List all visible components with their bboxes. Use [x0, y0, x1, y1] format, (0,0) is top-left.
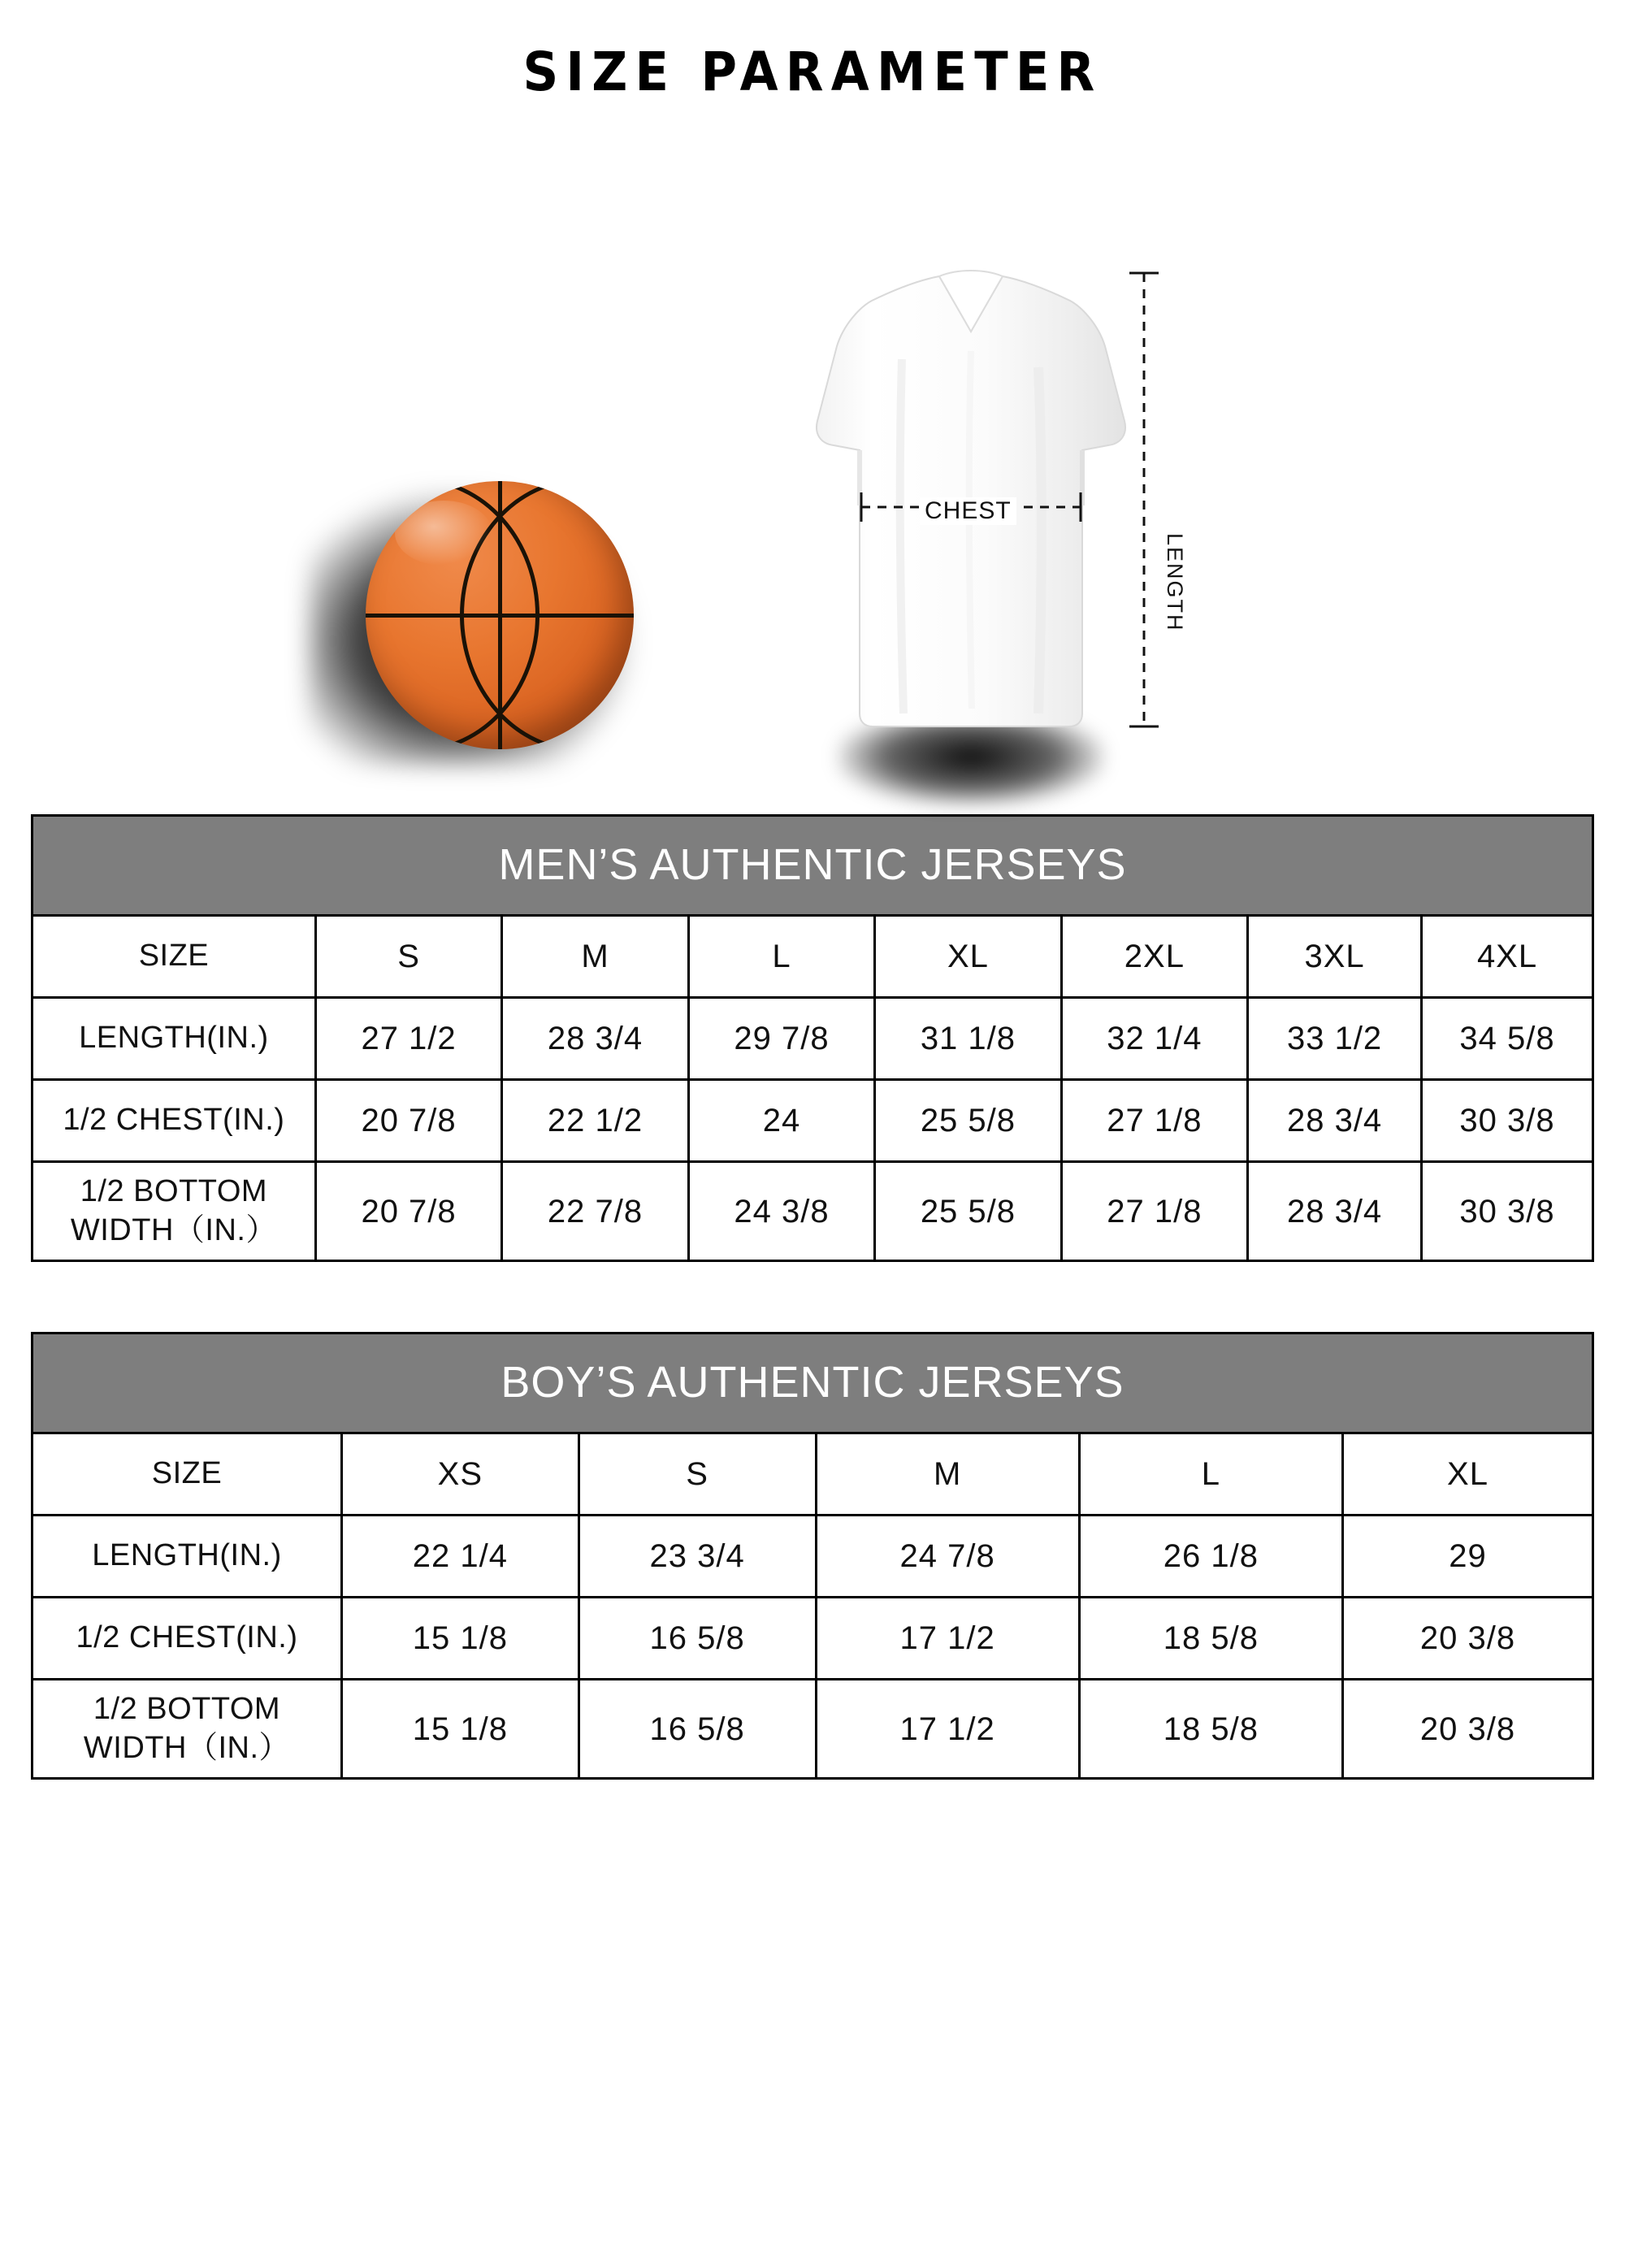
cell-length-l: 29 7/8	[688, 998, 874, 1080]
boys-table-header: BOY’S AUTHENTIC JERSEYS	[31, 1332, 1594, 1432]
column-header-xl: XL	[1342, 1433, 1592, 1516]
cell-bottom-4xl: 30 3/8	[1422, 1162, 1593, 1261]
cell-chest-xl: 20 3/8	[1342, 1598, 1592, 1680]
cell-length-l: 26 1/8	[1079, 1516, 1342, 1598]
jersey-illustration	[780, 262, 1187, 847]
column-header-4xl: 4XL	[1422, 916, 1593, 998]
boys-size-table-block	[31, 1332, 1594, 1780]
cell-bottom-xl: 25 5/8	[875, 1162, 1061, 1261]
cell-chest-m: 22 1/2	[502, 1080, 688, 1162]
cell-bottom-xs: 15 1/8	[341, 1680, 578, 1779]
column-header-3xl: 3XL	[1248, 916, 1422, 998]
row-label-half-chest: 1/2 CHEST(IN.)	[32, 1598, 342, 1680]
row-label-line2: WIDTH（IN.）	[70, 1212, 277, 1247]
column-header-s: S	[315, 916, 501, 998]
page-title: SIZE PARAMETER	[522, 41, 1103, 103]
jersey-icon	[780, 262, 1162, 847]
column-header-m: M	[502, 916, 688, 998]
row-label-half-chest: 1/2 CHEST(IN.)	[32, 1080, 316, 1162]
row-label-line2: WIDTH（IN.）	[83, 1730, 291, 1765]
basketball-icon	[366, 481, 634, 749]
column-header-l: L	[688, 916, 874, 998]
illustration-area	[0, 99, 1625, 814]
table-row	[32, 1516, 1593, 1598]
table-row	[32, 1433, 1593, 1516]
chest-measure-label: CHEST	[920, 497, 1016, 525]
cell-length-4xl: 34 5/8	[1422, 998, 1593, 1080]
table-row	[32, 916, 1593, 998]
cell-length-m: 24 7/8	[816, 1516, 1079, 1598]
row-label-half-bottom-width	[32, 1162, 316, 1261]
cell-chest-4xl: 30 3/8	[1422, 1080, 1593, 1162]
cell-chest-l: 24	[688, 1080, 874, 1162]
table-row	[32, 1162, 1593, 1261]
cell-length-s: 27 1/2	[315, 998, 501, 1080]
cell-bottom-m: 17 1/2	[816, 1680, 1079, 1779]
cell-length-m: 28 3/4	[502, 998, 688, 1080]
column-header-xs: XS	[341, 1433, 578, 1516]
cell-bottom-m: 22 7/8	[502, 1162, 688, 1261]
cell-length-xl: 29	[1342, 1516, 1592, 1598]
mens-size-table	[31, 914, 1594, 1262]
row-label-line1: 1/2 BOTTOM	[93, 1692, 281, 1726]
column-header-m: M	[816, 1433, 1079, 1516]
section-spacer	[0, 1262, 1625, 1332]
row-label-length: LENGTH(IN.)	[32, 1516, 342, 1598]
mens-table-header: MEN’S AUTHENTIC JERSEYS	[31, 814, 1594, 914]
cell-chest-2xl: 27 1/8	[1061, 1080, 1247, 1162]
cell-bottom-3xl: 28 3/4	[1248, 1162, 1422, 1261]
table-row	[32, 1080, 1593, 1162]
cell-chest-m: 17 1/2	[816, 1598, 1079, 1680]
cell-length-2xl: 32 1/4	[1061, 998, 1247, 1080]
column-header-size: SIZE	[32, 916, 316, 998]
cell-chest-xs: 15 1/8	[341, 1598, 578, 1680]
basketball-highlight	[395, 501, 492, 566]
mens-size-table-block	[31, 814, 1594, 1262]
cell-chest-3xl: 28 3/4	[1248, 1080, 1422, 1162]
basketball-illustration	[301, 457, 642, 798]
column-header-2xl: 2XL	[1061, 916, 1247, 998]
cell-bottom-2xl: 27 1/8	[1061, 1162, 1247, 1261]
column-header-s: S	[578, 1433, 816, 1516]
row-label-length: LENGTH(IN.)	[32, 998, 316, 1080]
cell-bottom-s: 20 7/8	[315, 1162, 501, 1261]
length-measure-label: LENGTH	[1160, 530, 1189, 635]
table-row	[32, 998, 1593, 1080]
table-row	[32, 1680, 1593, 1779]
cell-chest-l: 18 5/8	[1079, 1598, 1342, 1680]
cell-chest-xl: 25 5/8	[875, 1080, 1061, 1162]
column-header-size: SIZE	[32, 1433, 342, 1516]
column-header-l: L	[1079, 1433, 1342, 1516]
cell-length-3xl: 33 1/2	[1248, 998, 1422, 1080]
cell-length-xl: 31 1/8	[875, 998, 1061, 1080]
cell-length-s: 23 3/4	[578, 1516, 816, 1598]
row-label-line1: 1/2 BOTTOM	[80, 1174, 268, 1208]
cell-bottom-s: 16 5/8	[578, 1680, 816, 1779]
row-label-half-bottom-width	[32, 1680, 342, 1779]
cell-bottom-l: 18 5/8	[1079, 1680, 1342, 1779]
column-header-xl: XL	[875, 916, 1061, 998]
boys-size-table	[31, 1432, 1594, 1780]
cell-bottom-l: 24 3/8	[688, 1162, 874, 1261]
cell-chest-s: 20 7/8	[315, 1080, 501, 1162]
cell-bottom-xl: 20 3/8	[1342, 1680, 1592, 1779]
table-row	[32, 1598, 1593, 1680]
cell-chest-s: 16 5/8	[578, 1598, 816, 1680]
cell-length-xs: 22 1/4	[341, 1516, 578, 1598]
